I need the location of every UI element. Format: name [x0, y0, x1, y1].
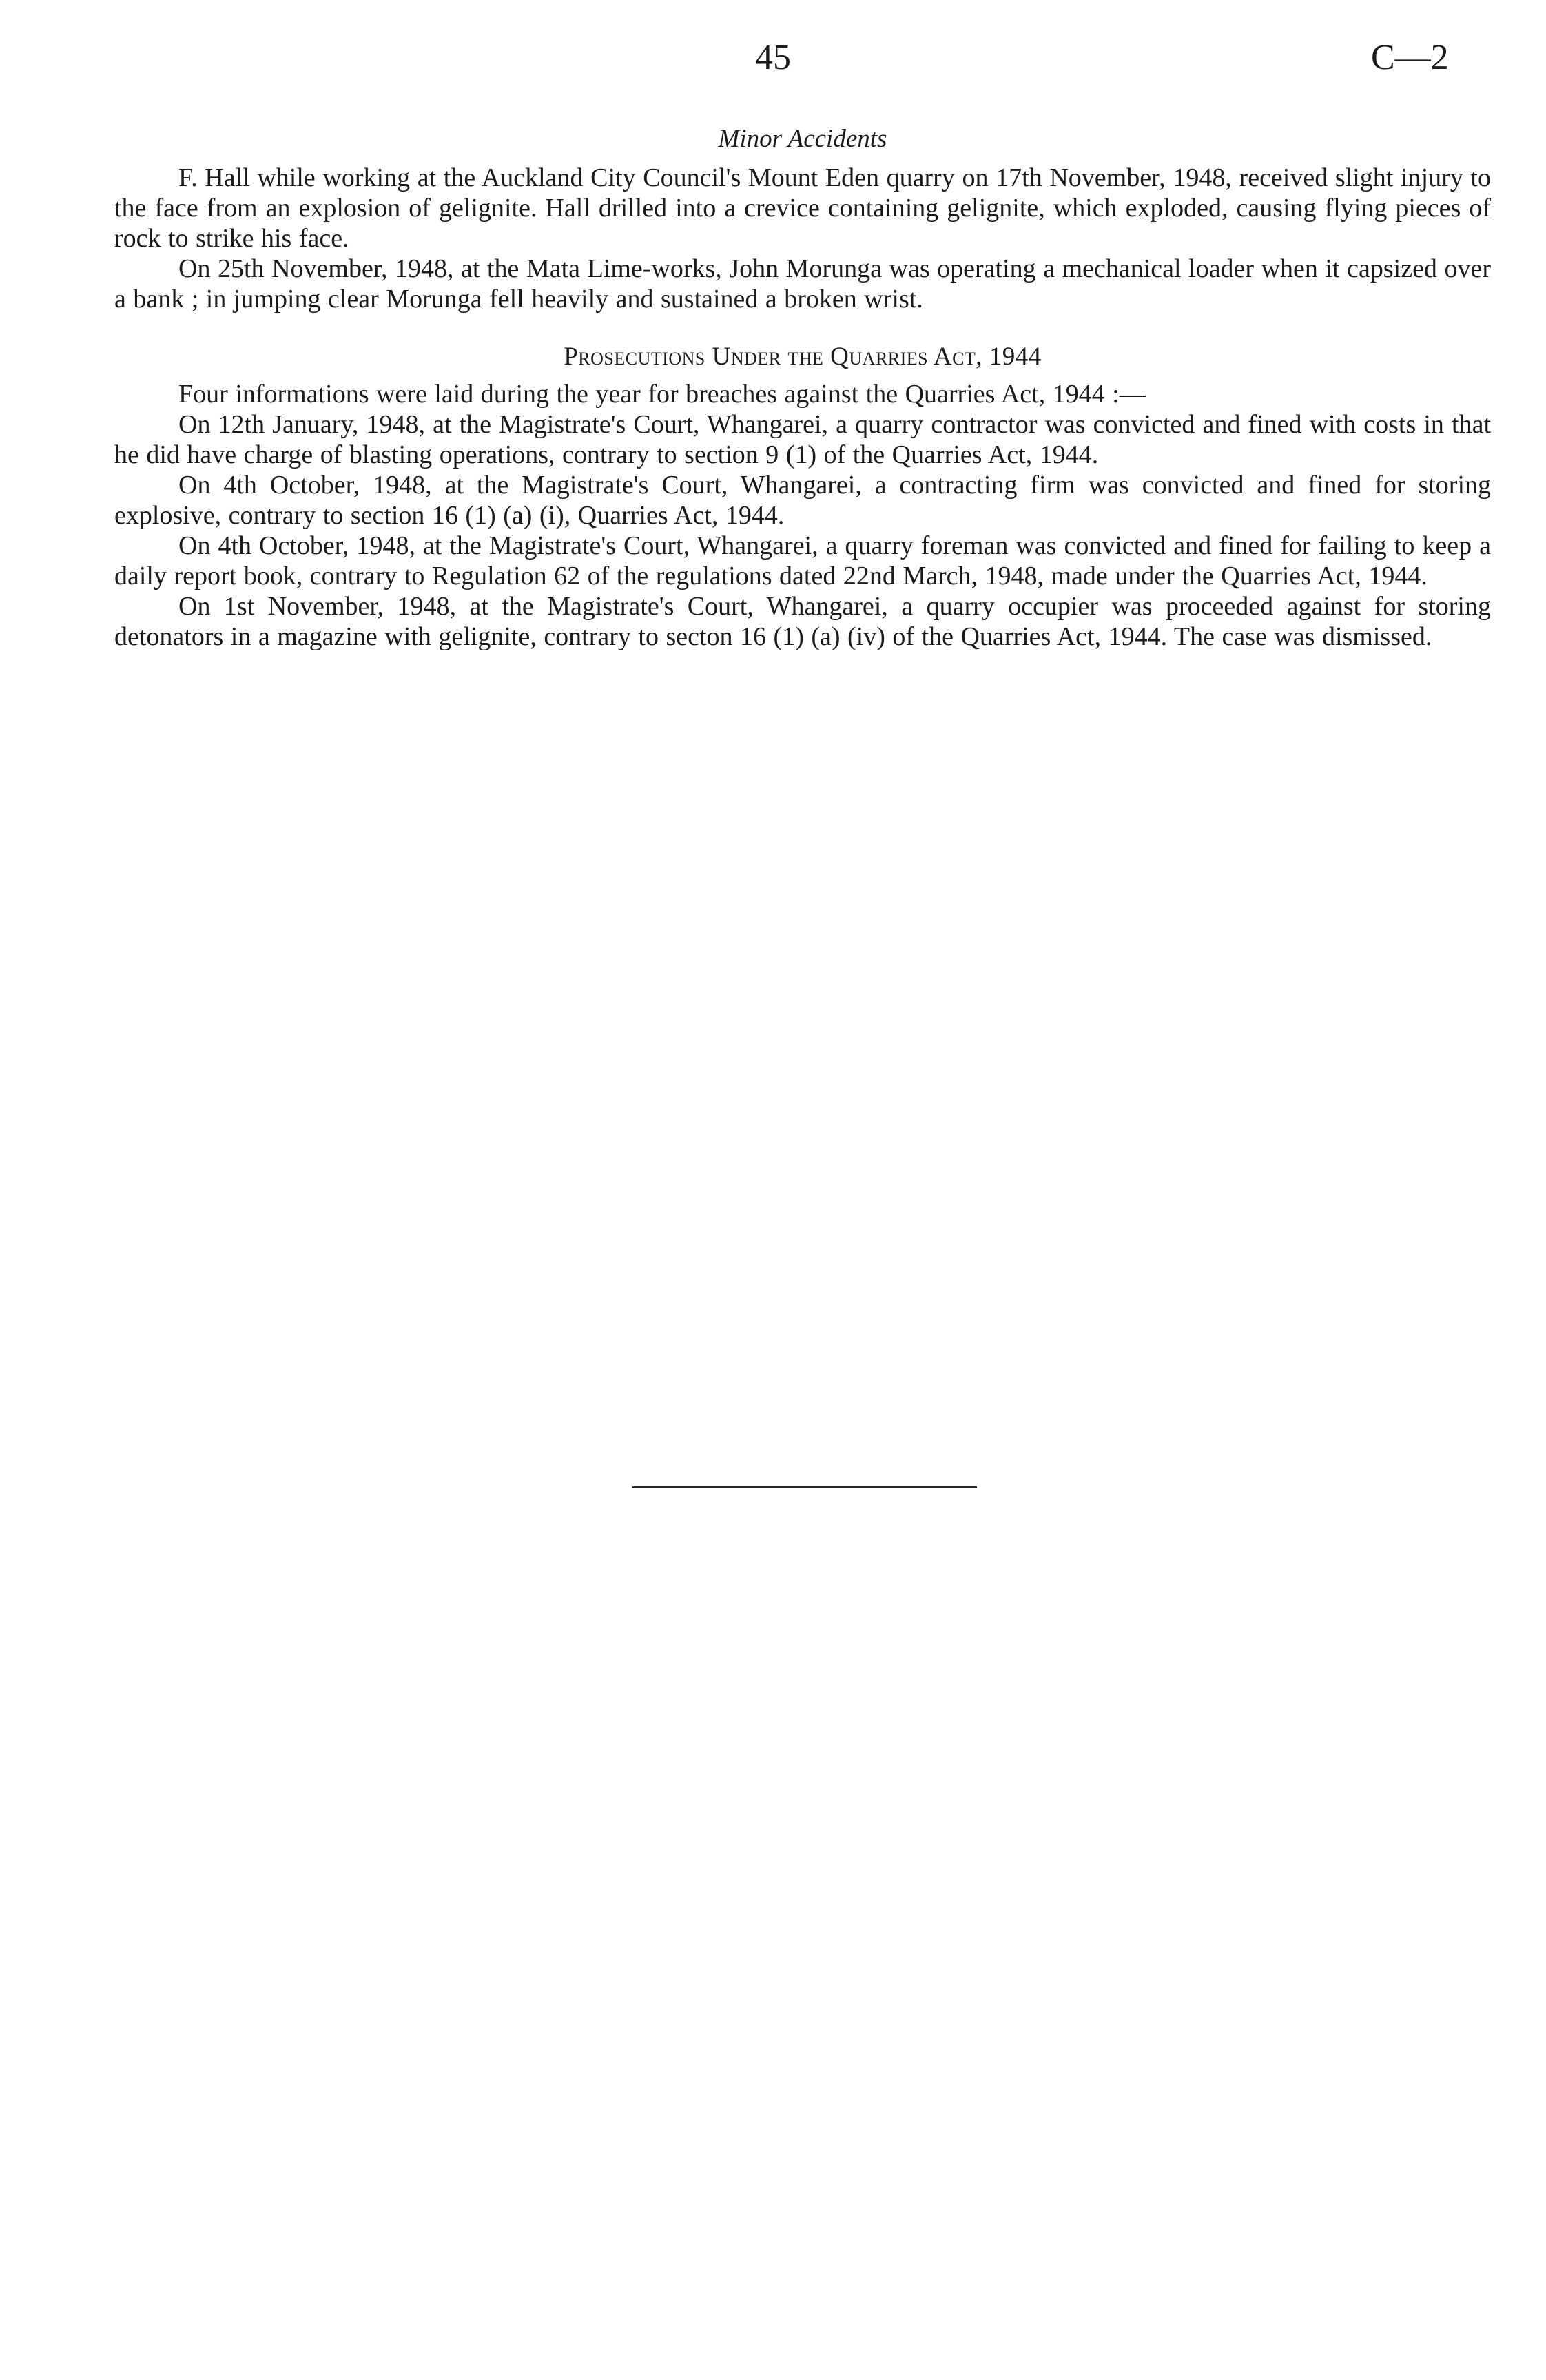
paragraph-informations-laid: Four informations were laid during the year for breaches against the Quarries Act, 1944 :— — [178, 380, 1146, 409]
prosecutions-heading — [114, 340, 1491, 373]
paragraph-prosecution-quarry-occupier: On 1st November, 1948, at the Magistrate's Court, Whangarei, a quarry occupier was proceeded against for storing detonators in a magazine with gelignite, contrary to secton 16 (1) (a) (iv) of the Quarries Act, 1944. The case was dismissed. — [114, 592, 1491, 651]
paragraph-hall-accident: F. Hall while working at the Auckland City Council's Mount Eden quarry on 17th November, 1948, received slight injury to the face from an explosion of gelignite. Hall drilled into a crevice containing gelignite, which exploded, causing flying pieces of rock to strike his face. — [114, 163, 1491, 253]
paragraph-morunga-accident: On 25th November, 1948, at the Mata Lime-works, John Morunga was operating a mechanical loader when it capsized over a bank ; in jumping clear Morunga fell heavily and sustained a broken wrist. — [114, 254, 1491, 314]
page-number: 45 — [755, 38, 791, 77]
document-reference: C—2 — [1371, 38, 1449, 77]
paragraph-prosecution-quarry-foreman: On 4th October, 1948, at the Magistrate's Court, Whangarei, a quarry foreman was convicted and fined for failing to keep a daily report book, contrary to Regulation 62 of the regulations dated 22nd March, 1948, made under the Quarries Act, 1944. — [114, 531, 1491, 591]
prosecutions-heading-text: Prosecutions Under the Quarries Act, 1944 — [564, 342, 1042, 371]
page-content — [114, 123, 1491, 652]
paragraph-prosecution-contracting-firm: On 4th October, 1948, at the Magistrate's Court, Whangarei, a contracting firm was convicted and fined for storing explosive, contrary to section 16 (1) (a) (i), Quarries Act, 1944. — [114, 471, 1491, 530]
end-divider — [632, 1486, 977, 1488]
paragraph-prosecution-quarry-contractor: On 12th January, 1948, at the Magistrate's Court, Whangarei, a quarry contractor was convicted and fined with costs in that he did have charge of blasting operations, contrary to section 9 (1) of the Quarries Act, 1944. — [114, 410, 1491, 469]
minor-accidents-heading: Minor Accidents — [718, 125, 887, 153]
